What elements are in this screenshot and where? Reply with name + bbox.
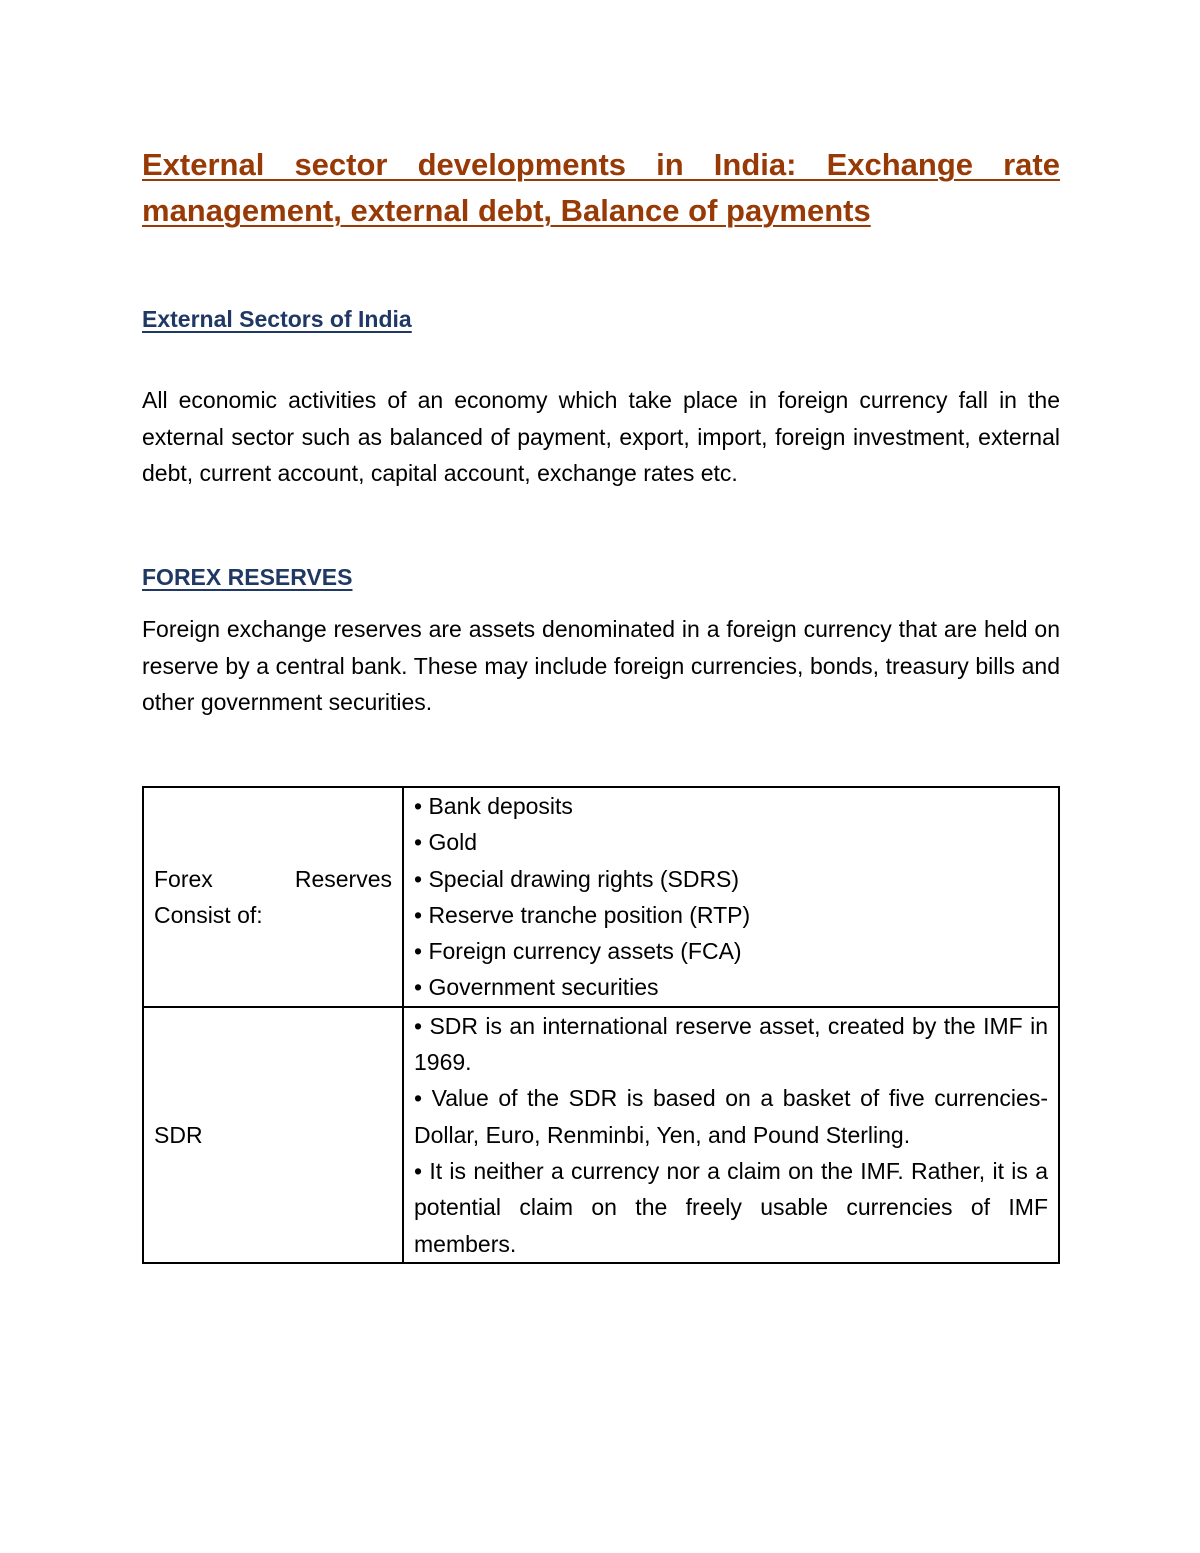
section-body-forex-reserves: Foreign exchange reserves are assets denominated in a foreign currency that are held on reserve by a central bank. These may include foreign currencies, bonds, treasury bills and other government securities. [142,616,1060,715]
list-item: • Bank deposits [414,793,573,819]
row-label-sdr: SDR [154,1121,203,1148]
table-label-cell [143,787,403,1007]
list-item: • Reserve tranche position (RTP) [414,901,751,928]
list-item: • Gold [414,829,478,856]
table-items-cell [403,787,1059,1007]
table-row [143,787,1059,1007]
document-title: External sector developments in India: Exchange rate management, external debt, Balance of payments [142,147,1060,228]
list-item: • SDR is an international reserve asset, created by the IMF in 1969. [414,1012,1048,1076]
forex-reserves-table [142,786,1060,1264]
list-item: • It is neither a currency nor a claim on the IMF. Rather, it is a potential claim on the freely usable currencies of IMF members. [414,1157,1048,1257]
section-body-external-sectors: All economic activities of an economy which take place in foreign currency fall in the external sector such as balanced of payment, export, import, foreign investment, external debt, current account, capital account, exchange rates etc. [142,387,1060,486]
table-label-cell [143,1007,403,1263]
row-label-forex: Forex Reserves Consist of: [154,865,392,928]
list-item: • Government securities [414,974,659,1001]
table-row [143,1007,1059,1263]
table-items-cell [403,1007,1059,1263]
section-heading-external-sectors: External Sectors of India [142,306,412,332]
list-item: • Foreign currency assets (FCA) [414,938,742,965]
list-item: • Value of the SDR is based on a basket of five currencies-Dollar, Euro, Renminbi, Yen, and Pound Sterling. [414,1085,1048,1148]
list-item: • Special drawing rights (SDRS) [414,865,740,892]
section-heading-forex-reserves: FOREX RESERVES [142,564,353,590]
